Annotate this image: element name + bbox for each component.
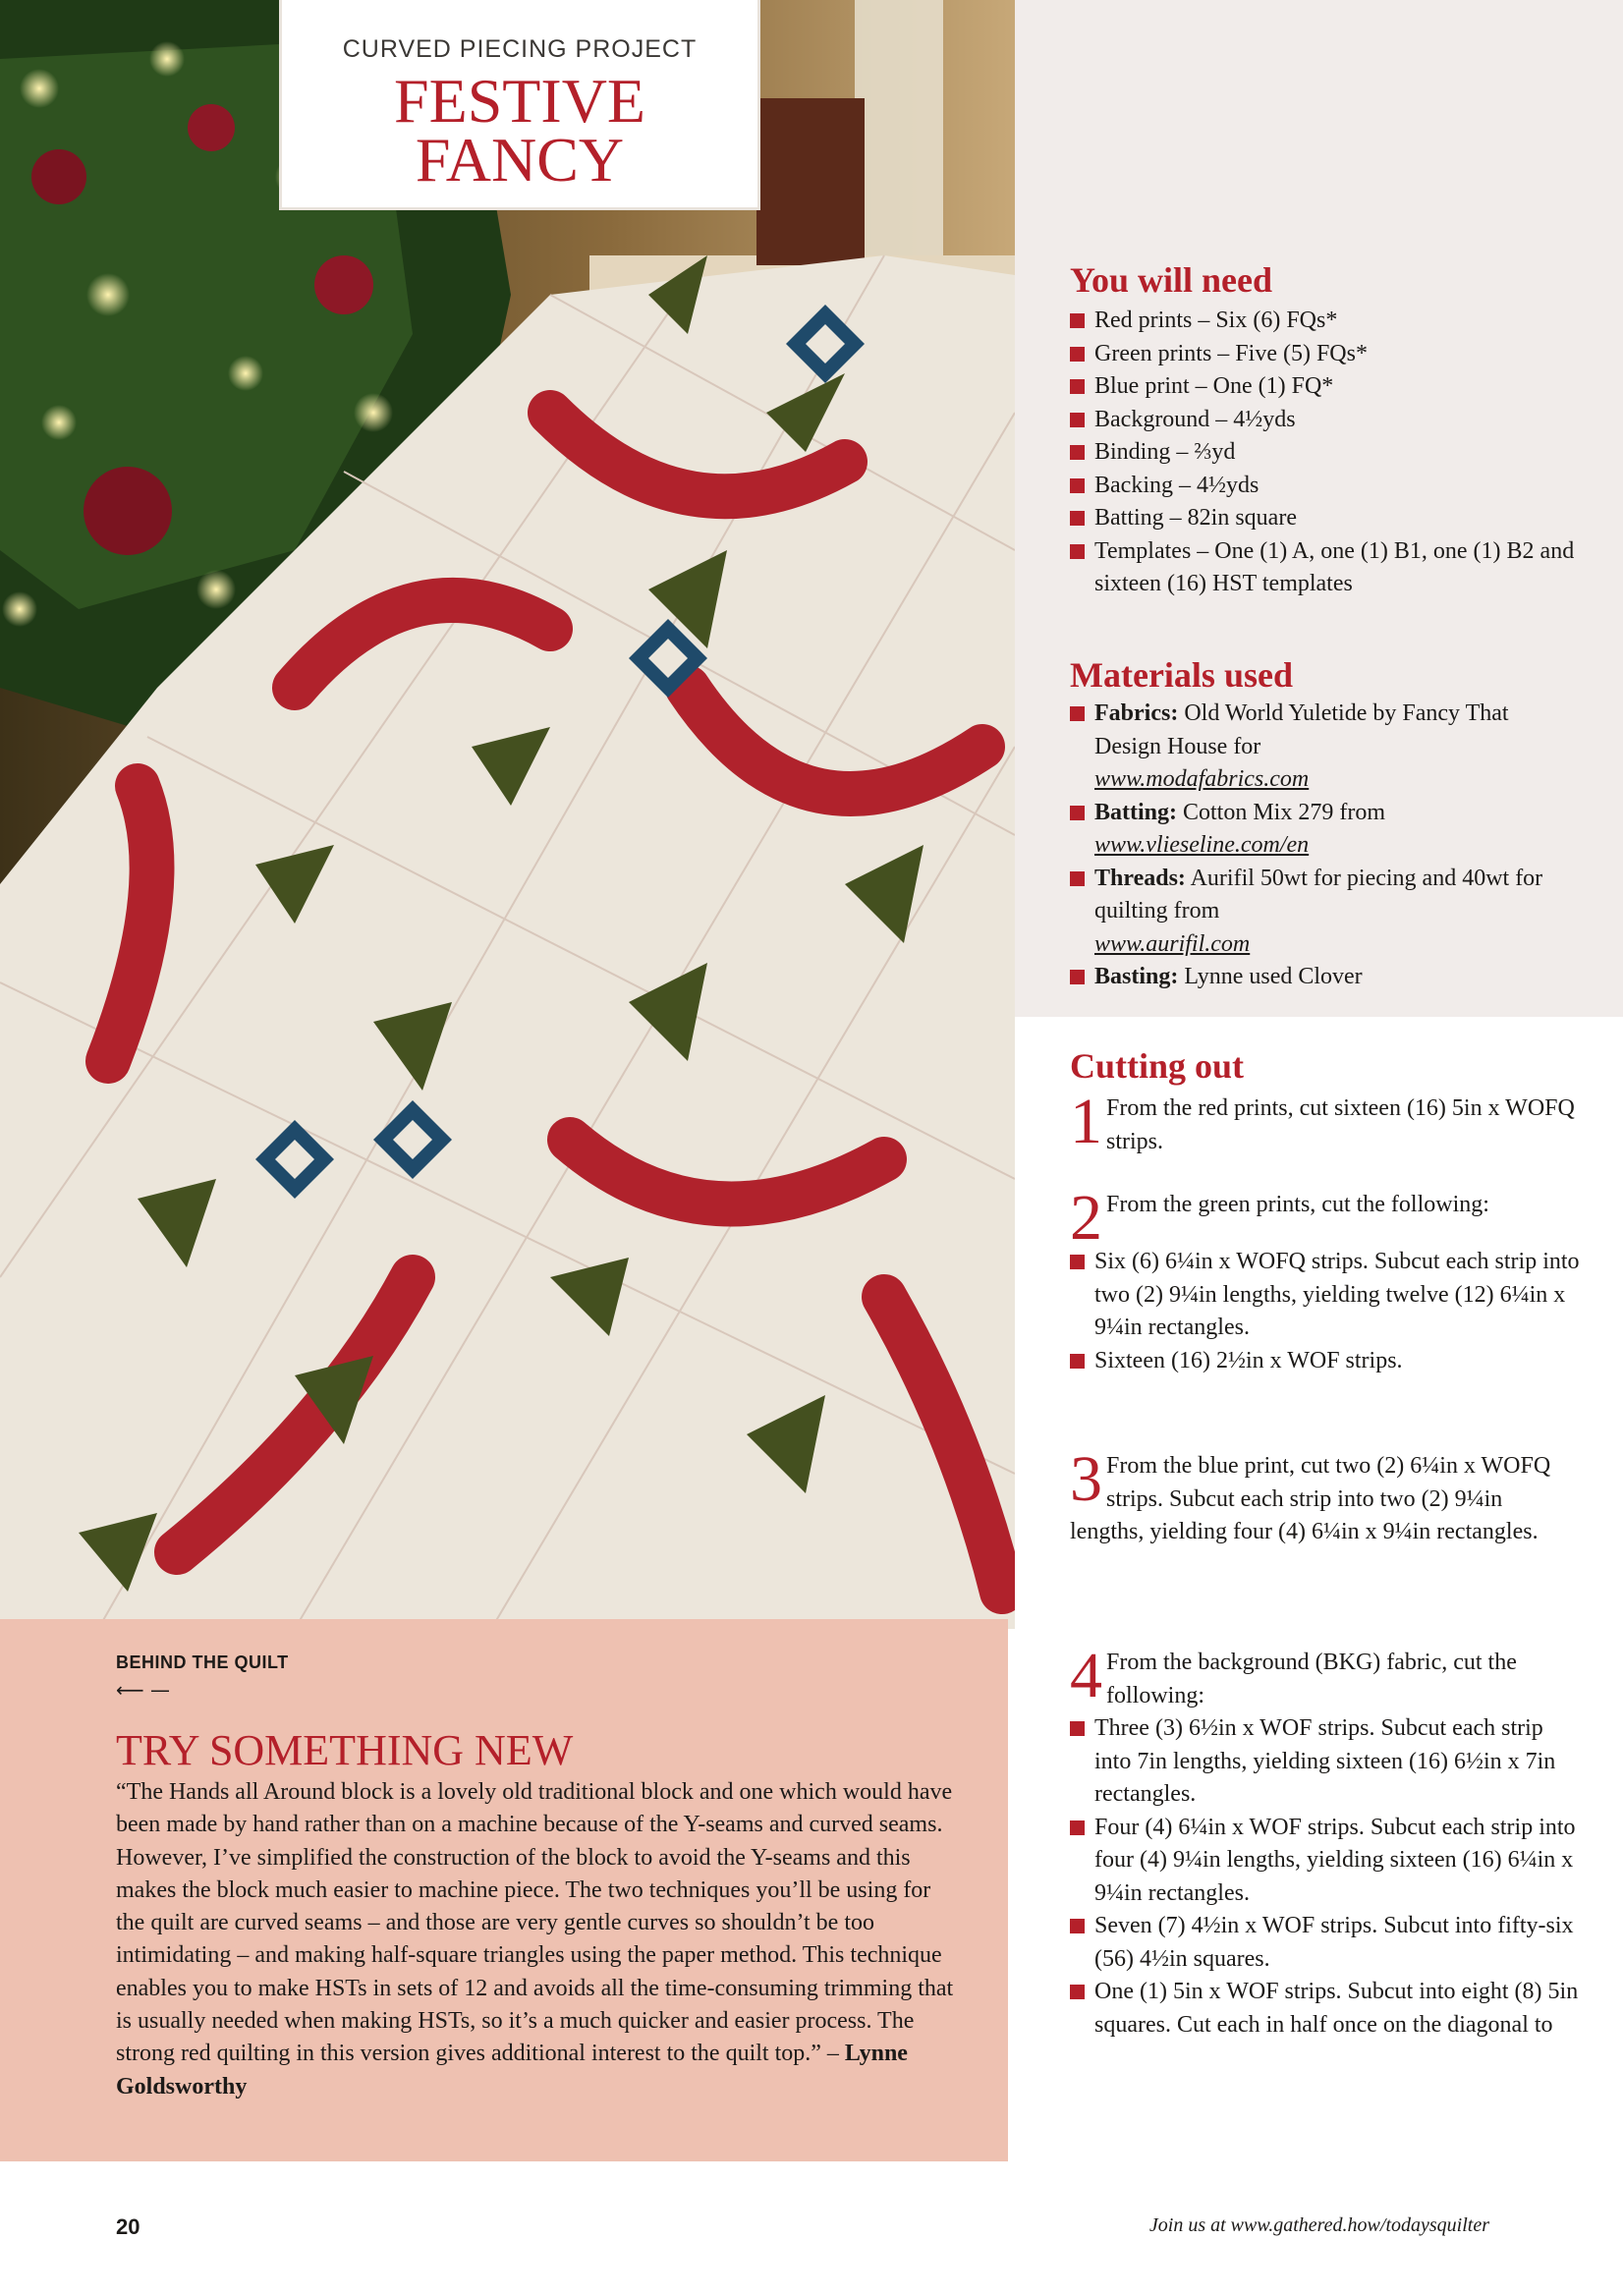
- page-number: 20: [116, 2214, 140, 2239]
- bullet-square: [1070, 413, 1085, 427]
- you-will-need-list: [1070, 305, 1581, 601]
- step-number: 1: [1070, 1086, 1102, 1157]
- cutting-step-2: [1070, 1182, 1581, 1377]
- step-text: From the background (BKG) fabric, cut the following:: [1106, 1650, 1517, 1708]
- list-item: Red prints – Six (6) FQs*: [1070, 305, 1581, 338]
- bullet-square: [1070, 379, 1085, 394]
- list-item: Blue print – One (1) FQ*: [1070, 370, 1581, 404]
- list-item: Basting: Lynne used Clover: [1070, 961, 1581, 994]
- list-item: Templates – One (1) A, one (1) B1, one (1) B2 and sixteen (16) HST templates: [1070, 535, 1581, 601]
- title-box: [279, 0, 760, 210]
- bullet-square: [1070, 970, 1085, 984]
- step-list: [1070, 1246, 1581, 1377]
- link-url[interactable]: www.modafabrics.com: [1094, 766, 1310, 792]
- list-item: Seven (7) 4½in x WOF strips. Subcut into fifty-six (56) 4½in squares.: [1070, 1910, 1581, 1976]
- cutting-step-1: [1070, 1086, 1581, 1158]
- footer-note: Join us at www.gathered.how/todaysquilter: [1148, 2214, 1489, 2236]
- quilt-photo: [0, 0, 1015, 1629]
- page-title-line2: FANCY: [415, 125, 625, 195]
- list-item: Binding – ⅔yd: [1070, 436, 1581, 470]
- list-item: Batting: Cotton Mix 279 from www.vlieseline.com/en: [1070, 797, 1581, 863]
- materials-used-list: [1070, 698, 1581, 994]
- list-item: Green prints – Five (5) FQs*: [1070, 338, 1581, 371]
- cutting-step-3: [1070, 1443, 1581, 1549]
- page-title: [282, 66, 757, 195]
- quote-author: Lynne Goldsworthy: [116, 2041, 908, 2100]
- list-item: Four (4) 6¼in x WOF strips. Subcut each strip into four (4) 9¼in lengths, yielding sixteen (16) 6¼in x 9¼in rectangles.: [1070, 1812, 1581, 1911]
- list-item: Six (6) 6¼in x WOFQ strips. Subcut each strip into two (2) 9¼in lengths, yielding twelve (12) 6¼in x 9¼in rectangles.: [1070, 1246, 1581, 1345]
- behind-the-quilt-kicker: BEHIND THE QUILT: [116, 1652, 289, 1672]
- title-kicker: CURVED PIECING PROJECT: [342, 35, 698, 63]
- behind-the-quilt-title: TRY SOMETHING NEW: [116, 1726, 574, 1774]
- step-number: 4: [1070, 1640, 1102, 1711]
- bullet-square: [1070, 806, 1085, 820]
- bullet-square: [1070, 511, 1085, 526]
- step-text: From the green prints, cut the following:: [1106, 1192, 1489, 1217]
- materials-used-heading: Materials used: [1070, 655, 1293, 695]
- list-item: Fabrics: Old World Yuletide by Fancy That Design House for www.modafabrics.com: [1070, 698, 1581, 797]
- bullet-square: [1070, 871, 1085, 886]
- bullet-square: [1070, 1255, 1085, 1269]
- bullet-square: [1070, 1721, 1085, 1736]
- step-text: From the blue print, cut two (2) 6¼in x WOFQ strips. Subcut each strip into two (2) 9¼in lengths, yielding four (4) 6¼in x 9¼in rectangles.: [1070, 1453, 1551, 1544]
- list-item: Sixteen (16) 2½in x WOF strips.: [1070, 1345, 1581, 1378]
- step-number: 3: [1070, 1443, 1102, 1515]
- bullet-square: [1070, 445, 1085, 460]
- bullet-square: [1070, 706, 1085, 721]
- list-item: One (1) 5in x WOF strips. Subcut into eight (8) 5in squares. Cut each in half once on the diagonal to: [1070, 1976, 1581, 2042]
- bullet-square: [1070, 1919, 1085, 1933]
- step-text: From the red prints, cut sixteen (16) 5in x WOFQ strips.: [1106, 1095, 1575, 1154]
- bullet-square: [1070, 347, 1085, 362]
- bullet-square: [1070, 544, 1085, 559]
- bullet-square: [1070, 313, 1085, 328]
- list-item: Threads: Aurifil 50wt for piecing and 40wt for quilting from www.aurifil.com: [1070, 863, 1581, 962]
- list-item: Batting – 82in square: [1070, 502, 1581, 535]
- list-item: Three (3) 6½in x WOF strips. Subcut each strip into 7in lengths, yielding sixteen (16) 6½in x 7in rectangles.: [1070, 1712, 1581, 1812]
- step-number: 2: [1070, 1182, 1102, 1254]
- quilt-photo-illustration: [0, 0, 1015, 1629]
- bullet-square: [1070, 1354, 1085, 1369]
- link-url[interactable]: www.vlieseline.com/en: [1094, 832, 1310, 858]
- bullet-square: [1070, 478, 1085, 493]
- link-url[interactable]: www.aurifil.com: [1094, 930, 1251, 957]
- quote-text: “The Hands all Around block is a lovely old traditional block and one which would have been made by hand rather than on a machine because of the Y-seams and curved seams. However, I’ve simplified the construction of the block to avoid the Y-seams and this makes the block much easier to machine piece. The two techniques you’ll be using for the quilt are curved seams – and those are very gentle curves so shouldn’t be too intimidating – and making half-square triangles using the paper method. This technique enables you to make HSTs in sets of 12 and avoids all the time-consuming trimming that is usually needed when making HSTs, so it’s a much quicker and easier process. The strong red quilting in this version gives additional interest to the quilt top.” –: [116, 1779, 954, 2067]
- arrow-left-icon: ⟵ —: [116, 1678, 171, 1702]
- bullet-square: [1070, 1820, 1085, 1835]
- list-item: Backing – 4½yds: [1070, 470, 1581, 503]
- behind-the-quilt-body: [116, 1776, 961, 2103]
- page-title-line1: FESTIVE: [394, 66, 645, 136]
- you-will-need-heading: You will need: [1070, 260, 1273, 300]
- step-list: [1070, 1712, 1581, 2042]
- cutting-step-4: [1070, 1640, 1581, 2042]
- cutting-out-heading: Cutting out: [1070, 1046, 1245, 1086]
- bullet-square: [1070, 1985, 1085, 1999]
- list-item: Background – 4½yds: [1070, 404, 1581, 437]
